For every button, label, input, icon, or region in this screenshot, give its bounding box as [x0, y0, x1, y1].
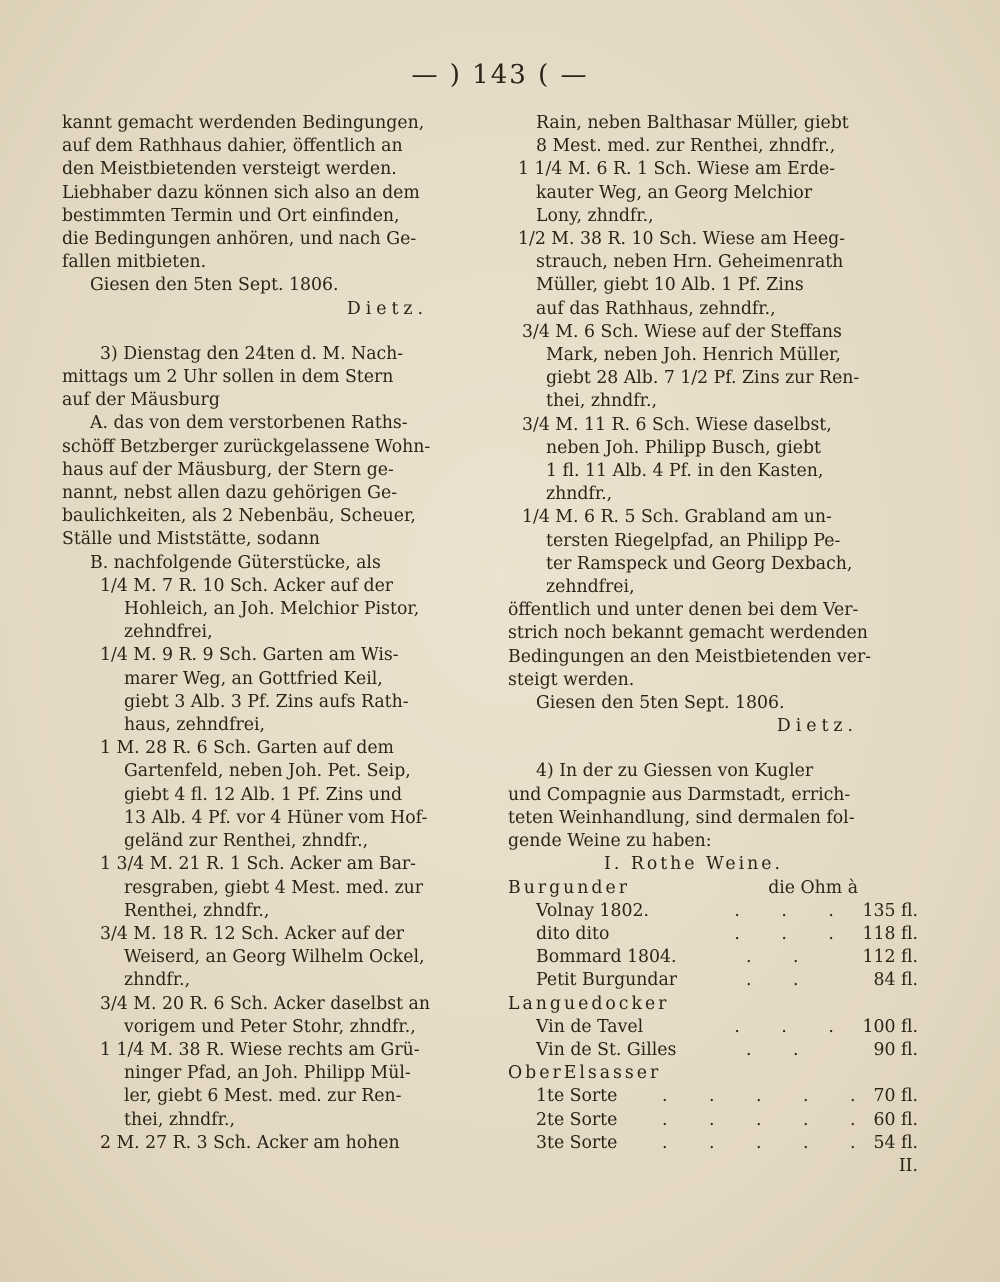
sheet-signature-mark: II.: [898, 1155, 918, 1176]
text-line: Weiserd, an Georg Wilhelm Ockel,: [124, 947, 425, 968]
wine-price: 135 fl.: [862, 900, 918, 921]
leader-dots: . . .: [734, 923, 852, 944]
text-line: auf dem Rathhaus dahier, öffentlich an: [62, 136, 403, 157]
text-line: giebt 28 Alb. 7 1/2 Pf. Zins zur Ren-: [546, 368, 860, 389]
text-line: strauch, neben Hrn. Geheimenrath: [536, 252, 844, 273]
text-line: gende Weine zu haben:: [508, 831, 712, 852]
list-item: [62, 1039, 488, 1132]
closing-paragraph: [508, 599, 918, 692]
text-line: Rain, neben Balthasar Müller, giebt: [536, 113, 849, 133]
wine-name: dito dito: [536, 923, 610, 944]
notice-3: [62, 343, 488, 575]
wine-name: Vin de St. Gilles: [536, 1039, 677, 1060]
text-line: schöff Betzberger zurückgelassene Wohn-: [62, 436, 431, 457]
wine-name: Volnay 1802.: [536, 900, 649, 921]
text-line: kannt gemacht werdenden Bedingungen,: [62, 113, 425, 133]
list-item: [508, 506, 918, 599]
leader-dots: . .: [746, 970, 817, 991]
text-line: Müller, giebt 10 Alb. 1 Pf. Zins: [536, 275, 804, 296]
category-languedocker: Languedocker: [508, 993, 670, 1014]
wine-name: 3te Sorte: [536, 1132, 618, 1153]
page-number: — ) 143 ( —: [411, 60, 589, 90]
leader-dots: . . .: [734, 900, 852, 921]
text-line: Renthei, zhndfr.,: [124, 900, 270, 921]
text-line: tersten Riegelpfad, an Philipp Pe-: [546, 530, 841, 551]
list-item: [62, 737, 488, 853]
wine-row: [508, 1085, 918, 1108]
text-line: 3/4 M. 11 R. 6 Sch. Wiese daselbst,: [522, 414, 832, 435]
text-line: fallen mitbieten.: [62, 252, 207, 273]
text-line: resgraben, giebt 4 Mest. med. zur: [124, 877, 424, 898]
text-line: strich noch bekannt gemacht werdenden: [508, 623, 868, 644]
list-item: [62, 1132, 488, 1155]
left-column: [62, 112, 488, 1155]
text-line: Mark, neben Joh. Henrich Müller,: [546, 345, 841, 366]
text-line: Liebhaber dazu können sich also an dem: [62, 182, 420, 203]
list-item: [508, 414, 918, 507]
text-line: Bedingungen an den Meistbietenden ver-: [508, 646, 872, 667]
wine-row: [508, 1039, 918, 1062]
wine-row: [508, 1132, 918, 1155]
text-line: 1 3/4 M. 21 R. 1 Sch. Acker am Bar-: [100, 854, 416, 875]
leader-dots: . .: [746, 947, 817, 968]
text-line: teten Weinhandlung, sind dermalen fol-: [508, 807, 855, 828]
text-line: zhndfr.,: [546, 484, 613, 505]
dateline: Giesen den 5ten Sept. 1806.: [90, 275, 339, 296]
text-line: 1/4 M. 6 R. 5 Sch. Grabland am un-: [522, 507, 832, 528]
text-line: 3/4 M. 20 R. 6 Sch. Acker daselbst an: [100, 993, 430, 1014]
wine-price: 60 fl.: [873, 1109, 918, 1130]
text-line: vorigem und Peter Stohr, zhndfr.,: [124, 1016, 416, 1037]
text-line: 3) Dienstag den 24ten d. M. Nach-: [100, 343, 404, 364]
text-line: 1/4 M. 7 R. 10 Sch. Acker auf der: [100, 575, 394, 596]
text-line: marer Weg, an Gottfried Keil,: [124, 668, 383, 689]
text-line: Gartenfeld, neben Joh. Pet. Seip,: [124, 761, 411, 782]
wine-row: [508, 923, 918, 946]
wine-price: 118 fl.: [862, 923, 918, 944]
list-item: [508, 112, 918, 158]
text-line: Ställe und Miststätte, sodann: [62, 529, 320, 550]
wine-row: [508, 1016, 918, 1039]
text-line: auf das Rathhaus, zehndfr.,: [536, 298, 776, 319]
list-item: [62, 853, 488, 923]
list-item: [62, 575, 488, 645]
right-column: [508, 112, 918, 1178]
notice-4: [508, 760, 918, 853]
text-line: ter Ramspeck und Georg Dexbach,: [546, 553, 853, 574]
text-line: die Bedingungen anhören, und nach Ge-: [62, 229, 417, 250]
text-line: A. das von dem verstorbenen Raths-: [90, 413, 408, 434]
wine-list-burgunder: [508, 900, 918, 993]
text-line: 3/4 M. 6 Sch. Wiese auf der Steffans: [522, 321, 842, 342]
text-line: giebt 4 fl. 12 Alb. 1 Pf. Zins und: [124, 784, 403, 805]
list-item: [62, 923, 488, 993]
wine-name: Petit Burgundar: [536, 970, 678, 991]
text-line: zhndfr.,: [124, 970, 191, 991]
list-item: [62, 644, 488, 737]
text-line: 1 M. 28 R. 6 Sch. Garten auf dem: [100, 738, 394, 759]
wine-list-languedocker: [508, 1016, 918, 1062]
text-line: 1 1/4 M. 38 R. Wiese rechts am Grü-: [100, 1039, 420, 1060]
intro-paragraph: [62, 112, 488, 274]
text-line: nannt, nebst allen dazu gehörigen Ge-: [62, 483, 398, 504]
wine-row: [508, 946, 918, 969]
text-line: neben Joh. Philipp Busch, giebt: [546, 437, 821, 458]
text-line: 4) In der zu Giessen von Kugler: [536, 761, 814, 782]
leader-dots: . . . . .: [662, 1132, 874, 1153]
text-line: 1/4 M. 9 R. 9 Sch. Garten am Wis-: [100, 645, 399, 666]
text-line: kauter Weg, an Georg Melchior: [536, 182, 813, 203]
text-line: öffentlich und unter denen bei dem Ver-: [508, 600, 859, 621]
list-item: [62, 993, 488, 1039]
text-line: giebt 3 Alb. 3 Pf. Zins aufs Rath-: [124, 691, 409, 712]
text-line: 2 M. 27 R. 3 Sch. Acker am hohen: [100, 1132, 400, 1153]
text-line: 8 Mest. med. zur Renthei, zhndfr.,: [536, 136, 836, 157]
wine-row: [508, 900, 918, 923]
text-line: haus, zehndfrei,: [124, 715, 265, 736]
wine-price: 90 fl.: [873, 1039, 918, 1060]
parcel-list-continued: [508, 112, 918, 599]
signature: Dietz.: [346, 298, 428, 319]
wine-list-oberelsasser: [508, 1085, 918, 1155]
leader-dots: . . .: [734, 1016, 852, 1037]
text-line: bestimmten Termin und Ort einfinden,: [62, 205, 400, 226]
text-line: 3/4 M. 18 R. 12 Sch. Acker auf der: [100, 923, 405, 944]
wine-price: 112 fl.: [862, 947, 918, 968]
text-line: den Meistbietenden versteigt werden.: [62, 159, 397, 180]
leader-dots: . . . . .: [662, 1109, 874, 1130]
text-line: steigt werden.: [508, 669, 635, 690]
price-list-header: [508, 877, 918, 900]
text-line: 1 fl. 11 Alb. 4 Pf. in den Kasten,: [546, 461, 824, 482]
wine-name: 1te Sorte: [536, 1086, 618, 1107]
wine-name: 2te Sorte: [536, 1109, 618, 1130]
category-burgunder: Burgunder: [508, 877, 630, 898]
wine-price: 54 fl.: [873, 1132, 918, 1153]
text-line: geländ zur Renthei, zhndfr.,: [124, 831, 369, 852]
text-line: auf der Mäusburg: [62, 390, 220, 411]
leader-dots: . .: [746, 1039, 817, 1060]
text-line: zehndfrei,: [124, 622, 213, 643]
text-line: 13 Alb. 4 Pf. vor 4 Hüner vom Hof-: [124, 807, 428, 828]
text-line: ler, giebt 6 Mest. med. zur Ren-: [124, 1086, 402, 1107]
wine-section-heading: I. Rothe Weine.: [604, 854, 783, 875]
text-line: Lony, zhndfr.,: [536, 205, 654, 226]
dateline: Giesen den 5ten Sept. 1806.: [536, 693, 785, 714]
text-line: B. nachfolgende Güterstücke, als: [90, 552, 381, 573]
wine-price: 100 fl.: [862, 1016, 918, 1037]
signature: Dietz.: [776, 716, 858, 737]
text-line: Hohleich, an Joh. Melchior Pistor,: [124, 599, 420, 620]
text-line: 1 1/4 M. 6 R. 1 Sch. Wiese am Erde-: [518, 159, 836, 180]
text-line: ninger Pfad, an Joh. Philipp Mül-: [124, 1063, 411, 1084]
list-item: [508, 228, 918, 321]
category-oberelsasser: OberElsasser: [508, 1063, 662, 1084]
wine-row: [508, 969, 918, 992]
wine-name: Bommard 1804.: [536, 947, 677, 968]
text-line: thei, zhndfr.,: [124, 1109, 235, 1130]
list-item: [508, 158, 918, 228]
text-line: mittags um 2 Uhr sollen in dem Stern: [62, 367, 394, 388]
wine-price: 84 fl.: [873, 970, 918, 991]
wine-name: Vin de Tavel: [536, 1016, 644, 1037]
text-line: und Compagnie aus Darmstadt, errich-: [508, 784, 851, 805]
wine-row: [508, 1109, 918, 1132]
text-line: haus auf der Mäusburg, der Stern ge-: [62, 459, 394, 480]
parcel-list: [62, 575, 488, 1155]
text-line: zehndfrei,: [546, 577, 635, 598]
wine-price: 70 fl.: [873, 1086, 918, 1107]
text-line: 1/2 M. 38 R. 10 Sch. Wiese am Heeg-: [518, 229, 845, 250]
text-line: baulichkeiten, als 2 Nebenbäu, Scheuer,: [62, 506, 416, 527]
text-line: thei, zhndfr.,: [546, 391, 657, 412]
leader-dots: . . . . .: [662, 1086, 874, 1107]
unit-header: die Ohm à: [768, 877, 858, 898]
list-item: [508, 321, 918, 414]
